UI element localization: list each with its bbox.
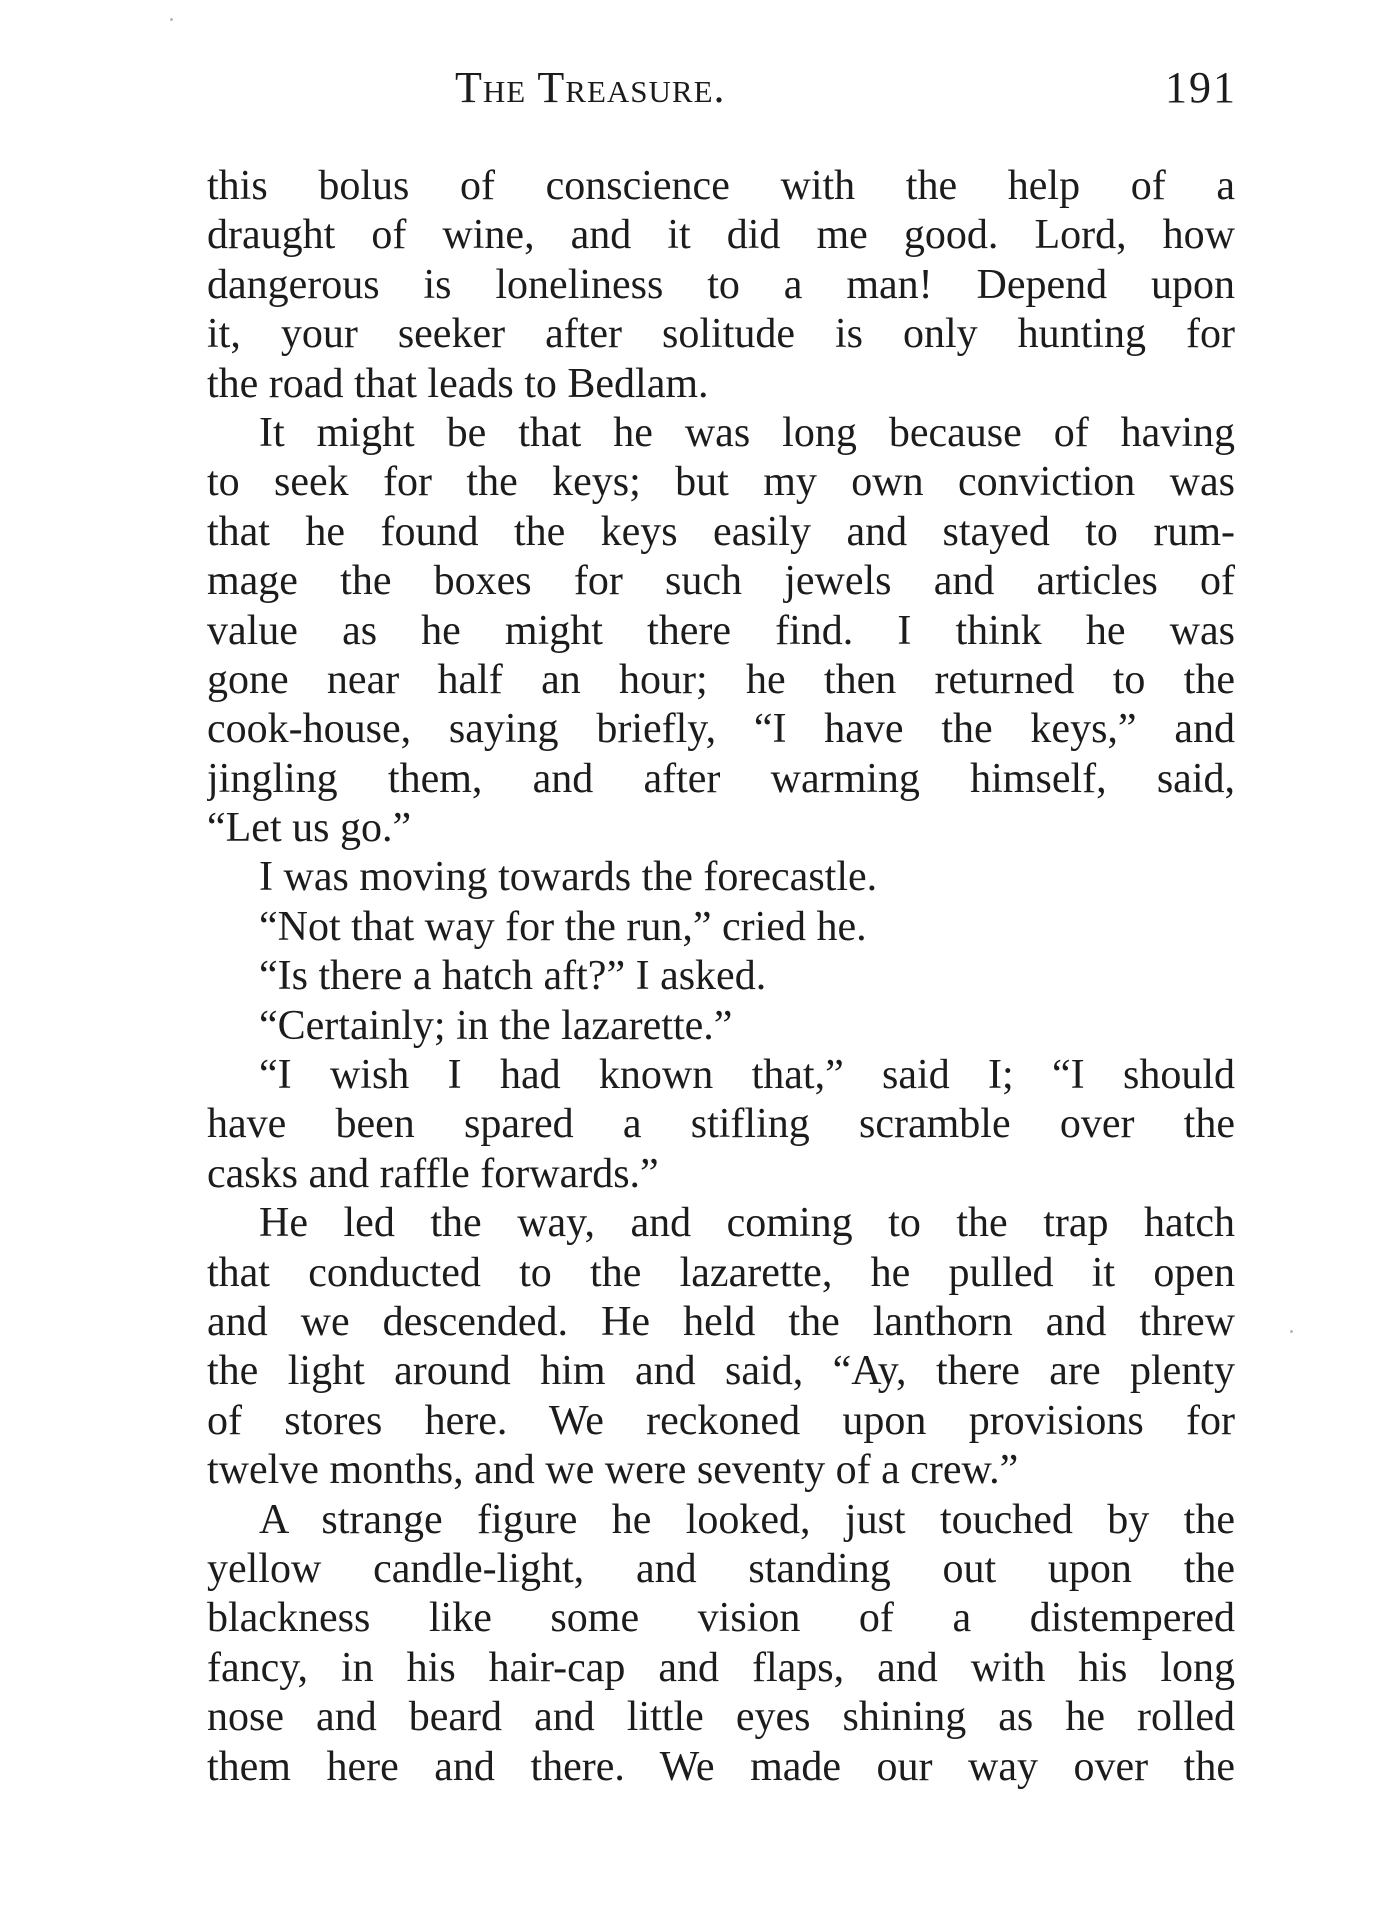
text-line: value as he might there find. I think he was <box>207 607 1235 654</box>
paper-speck <box>1290 1330 1293 1333</box>
text-line: jingling them, and after warming himself, said, <box>207 755 1235 802</box>
text-line: draught of wine, and it did me good. Lord, how <box>207 212 1235 259</box>
text-line: “Is there a hatch aft?” I asked. <box>259 953 767 1000</box>
text-line: gone near half an hour; he then returned to the <box>207 656 1235 703</box>
text-line: casks and raffle forwards.” <box>207 1150 659 1197</box>
text-line: and we descended. He held the lanthorn and threw <box>207 1298 1235 1345</box>
text-line: mage the boxes for such jewels and articles of <box>207 558 1235 605</box>
text-line: twelve months, and we were seventy of a crew.” <box>207 1447 1019 1494</box>
text-line: He led the way, and coming to the trap hatch <box>259 1200 1235 1247</box>
text-line: “Certainly; in the lazarette.” <box>259 1002 733 1049</box>
running-title: The Treasure. <box>455 63 726 112</box>
paper-speck <box>170 18 173 21</box>
text-line: them here and there. We made our way over the <box>207 1743 1235 1790</box>
text-line: it, your seeker after solitude is only hunting for <box>207 311 1235 358</box>
page-header <box>205 62 1237 122</box>
text-line: that conducted to the lazarette, he pulled it open <box>207 1249 1235 1296</box>
text-line: blackness like some vision of a distempered <box>207 1595 1235 1642</box>
text-line: “I wish I had known that,” said I; “I should <box>259 1052 1235 1099</box>
text-line: the road that leads to Bedlam. <box>207 360 709 407</box>
page-number: 191 <box>1165 63 1237 112</box>
text-line: cook-house, saying briefly, “I have the keys,” and <box>207 706 1235 753</box>
text-line: have been spared a stifling scramble over the <box>207 1101 1235 1148</box>
text-line: this bolus of conscience with the help of a <box>207 163 1235 209</box>
text-line: I was moving towards the forecastle. <box>259 854 878 901</box>
text-line: “Not that way for the run,” cried he. <box>259 903 867 950</box>
body-text <box>207 162 1235 1792</box>
text-line: the light around him and said, “Ay, there are plenty <box>207 1348 1235 1395</box>
text-line: that he found the keys easily and stayed to rum- <box>207 508 1235 555</box>
text-line: yellow candle-light, and standing out upon the <box>207 1545 1235 1592</box>
text-line: A strange figure he looked, just touched by the <box>259 1496 1235 1543</box>
text-line: It might be that he was long because of having <box>259 409 1235 456</box>
text-line: fancy, in his hair-cap and flaps, and with his long <box>207 1644 1235 1691</box>
text-line: “Let us go.” <box>207 805 412 852</box>
text-line: to seek for the keys; but my own conviction was <box>207 459 1235 506</box>
text-line: nose and beard and little eyes shining as he rolled <box>207 1694 1235 1741</box>
text-line: of stores here. We reckoned upon provisions for <box>207 1397 1235 1444</box>
text-line: dangerous is loneliness to a man! Depend upon <box>207 261 1235 308</box>
